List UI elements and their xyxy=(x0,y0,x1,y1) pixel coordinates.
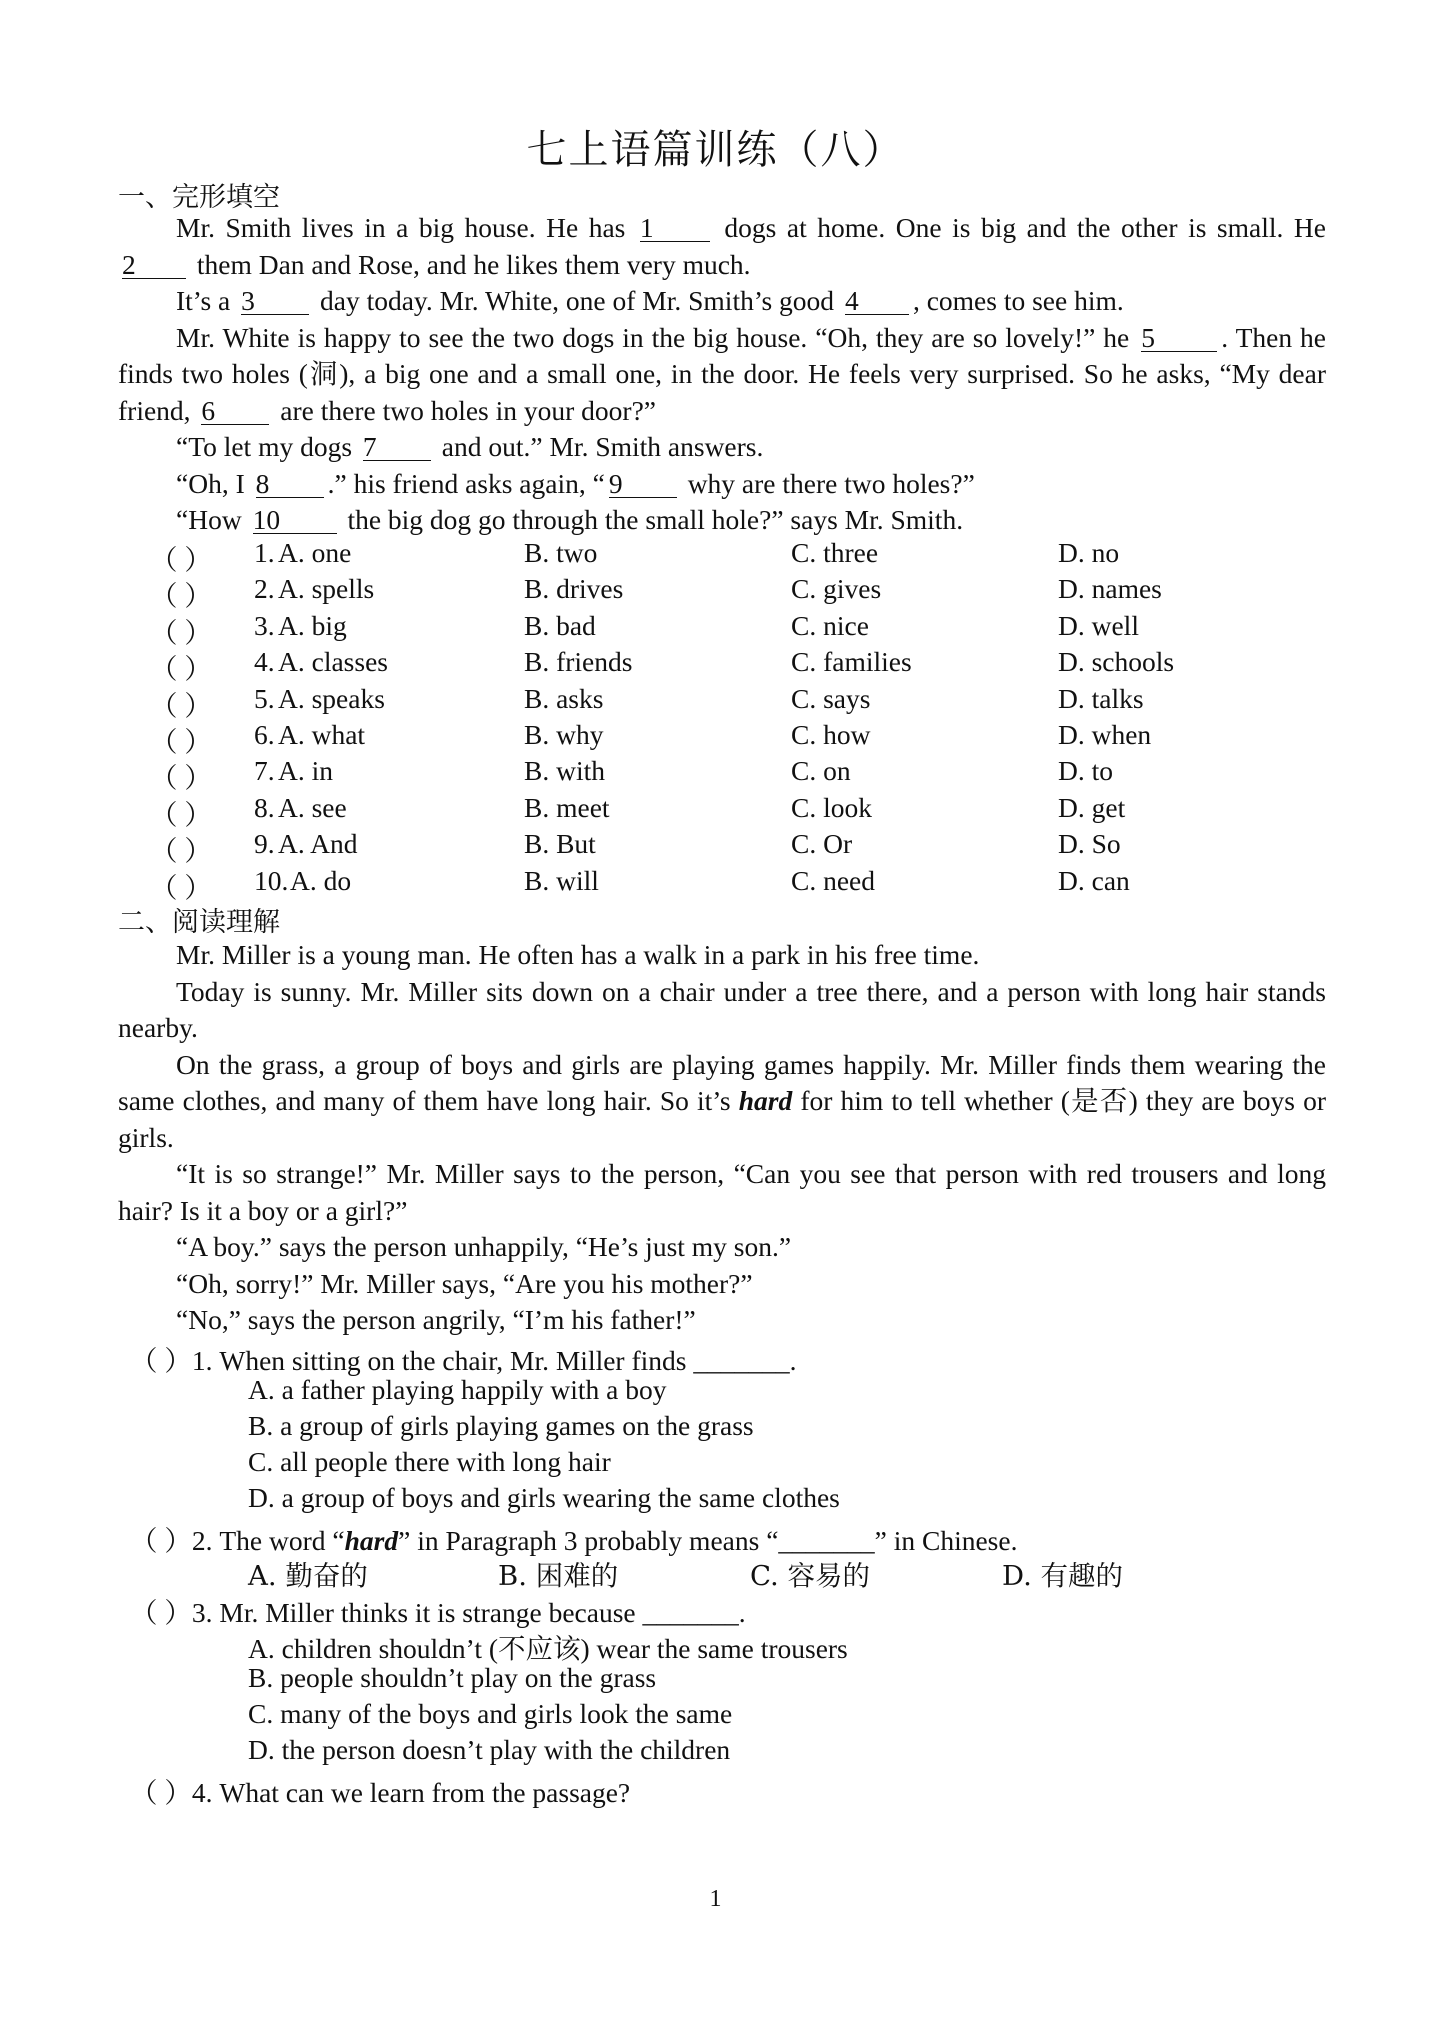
answer-paren[interactable]: （ ） xyxy=(150,653,212,685)
option-c: C. need xyxy=(791,864,876,896)
option-d: D. get xyxy=(1058,791,1126,823)
option-a: A. see xyxy=(278,791,347,823)
answer-paren[interactable]: （ ） xyxy=(150,835,212,867)
answer-paren[interactable]: （ ） xyxy=(150,580,212,612)
cloze-paragraph-3: Mr. White is happy to see the two dogs in the big house. “Oh, they are so lovely!” he 5 . Then he finds two holes (洞), a big one and a small one, in the door. He feels very surprised. So he asks, “My dear friend, 6 are there two holes in your door?” xyxy=(118,321,1327,426)
question-2-option-a: A. 勤奋的 xyxy=(248,1560,368,1592)
question-3-option-d: D. the person doesn’t play with the children xyxy=(248,1734,731,1765)
reading-paragraph-2: Today is sunny. Mr. Miller sits down on a chair under a tree there, and a person with long hair stands nearby. xyxy=(118,975,1326,1043)
cloze-paragraph-4: “To let my dogs 7 and out.” Mr. Smith answers. xyxy=(176,431,764,462)
worksheet-page: 七上语篇训练（八） 一、完形填空 Mr. Smith lives in a big house. He has 1 dogs at home. One is big and the other is small. He 2 them Dan and Rose, and he likes them very much. It’s a 3 day today. Mr. White, one of Mr. Smith’s good 4 , comes to see him. Mr. White is happy to see the two dogs in the big house. “Oh, they are so lovely!” he 5 . Then he finds two holes (洞), a big one and a small one, in the door. He feels very surprised. So he asks, “My dear friend, 6 are there two holes in your door?” “To let my dogs 7 and out.” Mr. Smith answers. “Oh, I 8 .” his friend asks again, “ 9 why are there two holes?” “How 10 the big dog go through the small hole?” says Mr. Smith. （ ） 1. A. one B. two C. three D. no （ ） 2. A. spells B. drives C. gives D. names （ ） 3. A. big B. bad C. nice D. well （ ） 4. A. classes B. friends C. families D. schools （ ） 5. A. speaks B. asks C. says D. talks （ ） 6. A. what B. why C. how D. when （ ） 7. A. in B. with C. on D. to （ ） 8. A. see B. meet C. look D. get （ ） 9. A. And B. But C. Or D. So （ ） 10. A. do B. will C. need D. can 二、阅读理解 Mr. Miller is a young man. He often has a walk in a park in his free time. Today is sunny. Mr. Miller sits down on a chair under a tree there, and a person with long hair stands nearby. On the grass, a group of boys and girls are playing games happily. Mr. Miller finds them wearing the same clothes, and many of them have long hair. So it’s hard for him to tell whether (是否) they are boys or girls. “It is so strange!” Mr. Miller says to the person, “Can you see that person with red trousers and long hair? Is it a boy or a girl?” “A boy.” says the person unhappily, “He’s just my son.” “Oh, sorry!” Mr. Miller says, “Are you his mother?” “No,” says the person angrily, “I’m his father!” （ ）1. When sitting on the chair, Mr. Miller finds _______. A. a father playing happily with a boy B. a group of girls playing games on the grass C. all people there with long hair D. a group of boys and girls wearing the same clothes （ ）2. The word “hard” in Paragraph 3 probably means “_______” in Chinese. A. 勤奋的 B. 困难的 C. 容易的 D. 有趣的 （ ）3. Mr. Miller thinks it is strange because _______. A. children shouldn’t (不应该) wear the same trousers B. people shouldn’t play on the grass C. many of the boys and girls look the same D. the person doesn’t play with the children （ ）4. What can we learn from the passage? 1 xyxy=(0,0,1431,2022)
blank-1: 1 xyxy=(640,215,710,242)
page-number: 1 xyxy=(709,1886,722,1912)
answer-paren[interactable]: （ ） xyxy=(150,871,212,903)
option-d: D. So xyxy=(1058,828,1121,860)
blank-5: 5 xyxy=(1141,325,1217,352)
reading-paragraph-5: “A boy.” says the person unhappily, “He’s just my son.” xyxy=(176,1231,792,1262)
option-d: D. can xyxy=(1058,864,1130,896)
keyword-hard: hard xyxy=(738,1085,793,1116)
option-c: C. Or xyxy=(791,828,853,860)
option-b: B. friends xyxy=(524,646,633,678)
answer-paren[interactable]: （ ） xyxy=(150,762,212,794)
answer-paren[interactable]: （ ） xyxy=(150,544,212,575)
option-a: A. big xyxy=(278,609,347,641)
cloze-paragraph-5: “Oh, I 8 .” his friend asks again, “ 9 why are there two holes?” xyxy=(176,467,975,499)
blank-9: 9 xyxy=(609,471,677,498)
question-1-option-c: C. all people there with long hair xyxy=(248,1446,611,1477)
option-a: A. spells xyxy=(278,573,375,605)
section-cloze-heading: 一、完形填空 xyxy=(118,182,280,213)
option-d: D. when xyxy=(1058,718,1152,750)
option-a: A. speaks xyxy=(278,682,385,714)
question-2-option-b: B. 困难的 xyxy=(498,1560,619,1592)
option-b: B. bad xyxy=(524,609,596,641)
question-3-option-c: C. many of the boys and girls look the same xyxy=(248,1698,733,1729)
option-b: B. will xyxy=(524,864,599,896)
option-b: B. two xyxy=(524,537,598,568)
blank-4: 4 xyxy=(845,288,909,315)
option-a: A. in xyxy=(278,755,333,787)
reading-paragraph-6: “Oh, sorry!” Mr. Miller says, “Are you his mother?” xyxy=(176,1267,753,1299)
option-a: A. And xyxy=(278,828,358,860)
reading-paragraph-7: “No,” says the person angrily, “I’m his father!” xyxy=(176,1304,696,1335)
option-c: C. says xyxy=(791,682,871,714)
blank-6: 6 xyxy=(201,398,269,425)
cloze-paragraph-1: Mr. Smith lives in a big house. He has 1 dogs at home. One is big and the other is small. He 2 them Dan and Rose, and he likes them very much. xyxy=(122,212,1326,280)
option-b: B. meet xyxy=(524,791,610,823)
option-c: C. how xyxy=(791,718,871,750)
section-reading-heading: 二、阅读理解 xyxy=(118,907,280,938)
cloze-passage xyxy=(118,210,1326,539)
question-1-option-a: A. a father playing happily with a boy xyxy=(248,1374,667,1405)
blank-2: 2 xyxy=(122,252,186,279)
option-c: C. three xyxy=(791,537,879,568)
question-3-option-b: B. people shouldn’t play on the grass xyxy=(248,1662,657,1693)
option-a: A. one xyxy=(278,537,352,568)
option-d: D. talks xyxy=(1058,682,1144,714)
option-c: C. look xyxy=(791,791,872,823)
cloze-paragraph-2: It’s a 3 day today. Mr. White, one of Mr. Smith’s good 4 , comes to see him. xyxy=(176,285,1124,316)
reading-passage xyxy=(118,937,1326,1339)
blank-8: 8 xyxy=(256,471,324,498)
option-d: D. names xyxy=(1058,573,1162,605)
answer-paren[interactable]: （ ） xyxy=(150,798,212,830)
answer-paren[interactable]: （ ） xyxy=(150,725,212,757)
option-c: C. nice xyxy=(791,609,869,641)
question-1-option-b: B. a group of girls playing games on the grass xyxy=(248,1410,754,1441)
page-title: 七上语篇训练（八） xyxy=(526,127,905,173)
option-b: B. drives xyxy=(524,573,624,605)
question-3-option-a: A. children shouldn’t (不应该) wear the same trousers xyxy=(248,1633,848,1664)
answer-paren[interactable]: （ ） xyxy=(150,616,212,648)
option-d: D. well xyxy=(1058,609,1139,641)
option-d: D. no xyxy=(1058,537,1120,568)
question-1: （ ）1. When sitting on the chair, Mr. Miller finds _______. xyxy=(130,1345,797,1376)
reading-paragraph-4: “It is so strange!” Mr. Miller says to the person, “Can you see that person with red trousers and long hair? Is it a boy or a girl?” xyxy=(118,1158,1326,1226)
reading-paragraph-1: Mr. Miller is a young man. He often has a walk in a park in his free time. xyxy=(176,939,980,970)
option-d: D. schools xyxy=(1058,646,1175,678)
option-a: A. what xyxy=(278,718,366,750)
option-c: C. families xyxy=(791,646,912,678)
option-a: A. do xyxy=(290,864,352,896)
option-b: B. But xyxy=(524,828,596,860)
answer-paren[interactable]: （ ） xyxy=(150,689,212,721)
question-2-option-c: C. 容易的 xyxy=(750,1560,871,1592)
question-2-option-d: D. 有趣的 xyxy=(1002,1560,1124,1592)
question-1-option-d: D. a group of boys and girls wearing the same clothes xyxy=(248,1482,840,1513)
question-2: （ ）2. The word “hard” in Paragraph 3 probably means “_______” in Chinese. xyxy=(130,1525,1018,1556)
keyword-hard: hard xyxy=(344,1525,399,1556)
option-c: C. gives xyxy=(791,573,882,605)
option-d: D. to xyxy=(1058,755,1113,787)
option-b: B. asks xyxy=(524,682,604,714)
option-a: A. classes xyxy=(278,646,388,678)
option-b: B. with xyxy=(524,755,605,787)
cloze-paragraph-6: “How 10 the big dog go through the small hole?” says Mr. Smith. xyxy=(176,504,964,535)
blank-10: 10 xyxy=(253,507,337,534)
option-b: B. why xyxy=(524,718,604,750)
question-4: （ ）4. What can we learn from the passage? xyxy=(130,1777,631,1808)
question-3: （ ）3. Mr. Miller thinks it is strange because _______. xyxy=(130,1597,746,1628)
option-c: C. on xyxy=(791,755,851,787)
reading-paragraph-3: On the grass, a group of boys and girls are playing games happily. Mr. Miller finds them wearing the same clothes, and many of them have long hair. So it’s hard for him to tell whether (是否) they are boys or girls. xyxy=(118,1048,1326,1153)
blank-7: 7 xyxy=(363,434,431,461)
blank-3: 3 xyxy=(241,288,309,315)
